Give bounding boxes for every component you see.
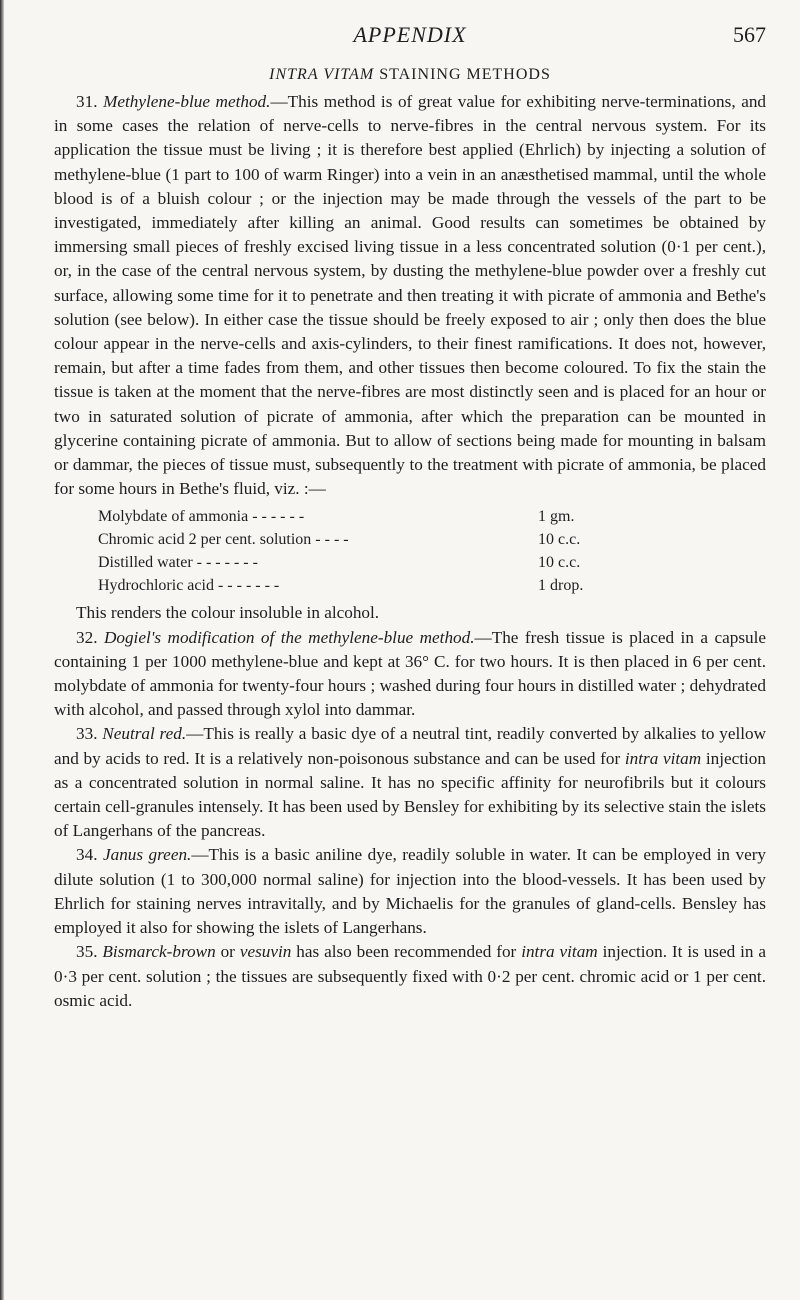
paragraph-number: 33. xyxy=(76,724,103,744)
paragraph-after-recipe: This renders the colour insoluble in alcohol. xyxy=(76,603,380,623)
section-title xyxy=(54,66,766,84)
paragraph-body: injection. It is used in a 0·3 per cent. solution ; the tissues are subsequently fixed with 0·2 per cent. chromic acid or 1 per cent. osmic acid. xyxy=(54,942,766,1010)
paragraph-number: 32. xyxy=(76,627,104,647)
paragraph-number: 31. xyxy=(76,92,104,111)
paragraph-heading: Neutral red. xyxy=(102,724,187,744)
paragraph-32 xyxy=(54,626,766,723)
recipe-ingredient: Molybdate of ammonia - - - - - - xyxy=(98,508,305,526)
paragraph-body: injection as a concentrated solution in normal saline. It has no specific affinity for neurofibrils but it colours certain cell-granules intensely. It has been used by Bensley for exhibiting by its selective stain the islets of Langerhans of the pancreas. xyxy=(54,748,766,841)
paragraph-33 xyxy=(54,722,766,843)
paragraph-heading: Dogiel's modification of the methylene-blue method. xyxy=(103,627,475,647)
paragraph-35 xyxy=(54,940,766,1013)
recipe-ingredient: Distilled water - - - - - - - xyxy=(98,554,258,572)
paragraph-body: —The fresh tissue is placed in a capsule containing 1 per 1000 methylene-blue and kept at 36° C. for two hours. It is then placed in 6 per cent. molybdate of ammonia for twenty-four hours ; washed during four hours in distilled water ; dehydrated with alcohol, and passed through xylol into dammar. xyxy=(54,627,767,720)
recipe-ingredient: Hydrochloric acid - - - - - - - xyxy=(98,577,280,595)
paragraph-italic: intra vitam xyxy=(521,942,598,962)
paragraph-heading: Bismarck-brown xyxy=(102,942,216,962)
bethe-fluid-recipe xyxy=(98,505,618,597)
paragraph-31 xyxy=(54,90,766,501)
paragraph-italic: intra vitam xyxy=(624,748,702,768)
paragraph-body: —This is a basic aniline dye, readily soluble in water. It can be employed in very dilute solution (1 to 300,000 normal saline) for injection into the blood-vessels. It has been used by Ehrlich for staining nerves intravitally, and by Michaelis for the granules of gland-cells. Bensley has employed it also for showing the islets of Langerhans. xyxy=(54,845,767,938)
book-page xyxy=(54,22,766,1013)
running-head: APPENDIX xyxy=(353,22,467,47)
recipe-row xyxy=(98,505,618,528)
paragraph-body: —This method is of great value for exhibiting nerve-terminations, and in some cases the relation of nerve-cells to nerve-fibres in the central nervous system. For its application the tissue must be living ; it is therefore best applied (Ehrlich) by injecting a solution of methylene-blue (1 part to 100 of warm Ringer) into a vein in an anæsthetised mammal, until the whole blood is of a bluish colour ; or the injection may be made through the vessels of the part to be investigated, immediately after killing an animal. Good results can sometimes be obtained by immersing small pieces of freshly excised living tissue in a less concentrated solution (0·1 per cent.), or, in the case of the central nervous system, by dusting the methylene-blue powder over a freshly cut surface, allowing some time for it to penetrate and then treating it with picrate of ammonia and Bethe's solution (see below). In either case the tissue should be freely exposed to air ; only then does the blue colour appear in the nerve-cells and axis-cylinders, to their finest ramifications. It does not, however, remain, but after a time fades from them, and other tissues then become coloured. To fix the stain the tissue is taken at the moment that the nerve-fibres are most distinctly seen and is placed for an hour or two in saturated solution of picrate of ammonia, after which the preparation can be mounted in glycerine containing picrate of ammonia. But to allow of sections being made for mounting in balsam or dammar, the pieces of tissue must, subsequently to the treatment with picrate of ammonia, be placed for some hours in Bethe's fluid, viz. :— xyxy=(54,92,767,499)
recipe-row xyxy=(98,574,618,597)
page-edge-shadow xyxy=(0,0,4,1300)
paragraph-italic: vesuvin xyxy=(239,942,292,962)
recipe-quantity: 10 c.c. xyxy=(538,531,581,549)
paragraph-number: 34. xyxy=(76,845,103,865)
paragraph-34 xyxy=(54,843,766,940)
paragraph-number: 35. xyxy=(76,942,103,962)
recipe-row xyxy=(98,551,618,574)
recipe-quantity: 1 drop. xyxy=(538,577,584,595)
recipe-quantity: 10 c.c. xyxy=(538,554,581,572)
section-title-rest: STAINING METHODS xyxy=(374,66,551,83)
paragraph-body: or xyxy=(215,942,240,962)
page-number: 567 xyxy=(733,22,766,47)
recipe-quantity: 1 gm. xyxy=(538,508,575,526)
section-title-italic: INTRA VITAM xyxy=(269,66,375,83)
page-header xyxy=(54,22,766,56)
paragraph-body: —This is really a basic dye of a neutral tint, readily converted by alkalies to yellow and by acids to red. It is a relatively non-poisonous substance and can be used for xyxy=(54,724,767,768)
paragraph-heading: Janus green. xyxy=(102,845,192,865)
recipe-row xyxy=(98,528,618,551)
paragraph-body: has also been recommended for xyxy=(291,942,522,962)
recipe-ingredient: Chromic acid 2 per cent. solution - - - - xyxy=(98,531,349,549)
paragraph-heading: Methylene-blue method. xyxy=(103,92,271,111)
